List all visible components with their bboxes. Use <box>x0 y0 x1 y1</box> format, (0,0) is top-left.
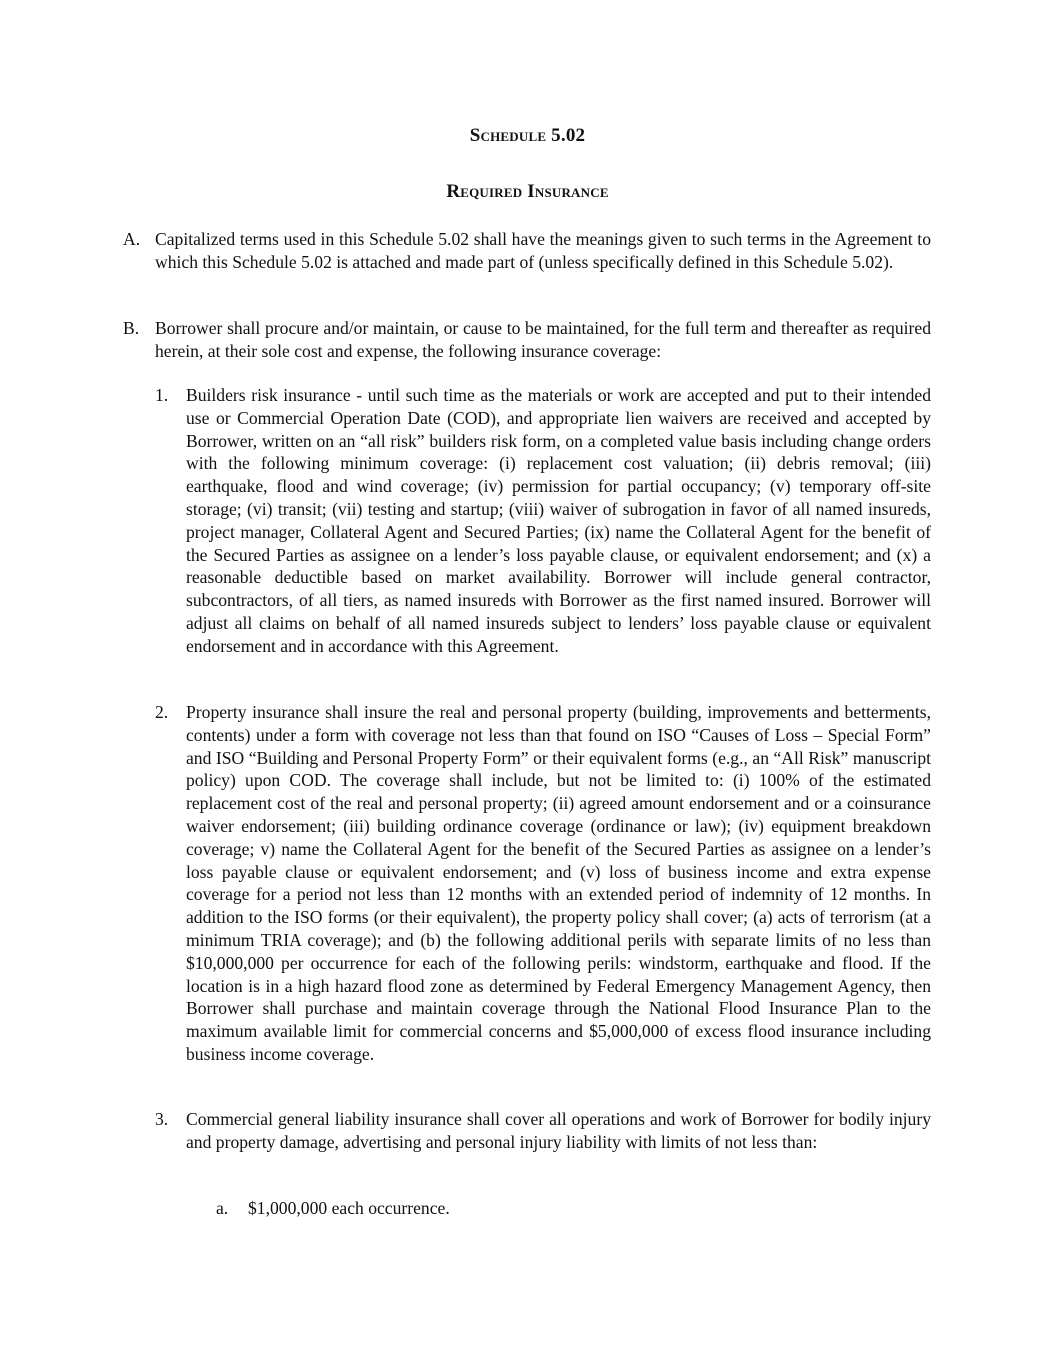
item-2-label: 2. <box>155 702 169 722</box>
section-a-text: Capitalized terms used in this Schedule 5.02 shall have the meanings given to such terms in the Agreement to which this Schedule 5.02 is attached and made part of (unless specifically defined in this Schedule 5.02). <box>155 229 931 272</box>
item-2-property-insurance-text: Property insurance shall insure the real and personal property (building, improvements and betterments, contents) under a form with coverage not less than that found on ISO “Causes of Loss – Special Form” and ISO “Building and Personal Property Form” or their equivalent forms (e.g., an “All Risk” manuscript policy) upon COD. The coverage shall include, but not be limited to: (i) 100% of the estimated replacement cost of the real and personal property; (ii) agreed amount endorsement and or a coinsurance waiver endorsement; (iii) building ordinance coverage (ordinance or law); (iv) equipment breakdown coverage; v) name the Collateral Agent for the benefit of the Secured Parties as assignee on a lender’s loss payable clause or equivalent endorsement; and (v) loss of business income and extra expense coverage for a period not less than 12 months with an extended period of indemnity of 12 months. In addition to the ISO forms (or their equivalent), the property policy shall cover; (a) acts of terrorism (at a minimum TRIA coverage); and (b) the following additional perils with separate limits of no less than $10,000,000 per occurrence for each of the following perils: windstorm, earthquake and flood. If the location is in a high hazard flood zone as determined by Federal Emergency Management Agency, then Borrower shall purchase and maintain coverage through the National Flood Insurance Plan to the maximum available limit for commercial concerns and $5,000,000 of excess flood insurance including business income coverage. <box>186 702 931 1064</box>
subitem-a-text: $1,000,000 each occurrence. <box>248 1198 450 1218</box>
section-b-text: Borrower shall procure and/or maintain, or cause to be maintained, for the full term and thereafter as required herein, at their sole cost and expense, the following insurance coverage: <box>155 318 931 361</box>
item-1-label: 1. <box>155 385 169 405</box>
section-b-label: B. <box>123 318 140 338</box>
subitem-a-label: a. <box>216 1198 229 1218</box>
item-1-builders-risk-text: Builders risk insurance - until such time as the materials or work are accepted and put to their intended use or Commercial Operation Date (COD), and appropriate lien waivers are received and accepted by Borrower, written on an “all risk” builders risk form, on a completed value basis including change orders with the following minimum coverage: (i) replacement cost valuation; (ii) debris removal; (iii) earthquake, flood and wind coverage; (iv) permission for partial occupancy; (v) temporary off-site storage; (vi) transit; (vii) testing and startup; (viii) waiver of subrogation in favor of all named insureds, project manager, Collateral Agent and Secured Parties; (ix) name the Collateral Agent for the benefit of the Secured Parties as assignee on a lender’s loss payable clause, or equivalent endorsement; and (x) a reasonable deductible based on market availability. Borrower will include general contractor, subcontractors, of all tiers, as named insureds with Borrower as the first named insured. Borrower will adjust all claims on behalf of all named insureds subject to lenders’ loss payable clause or equivalent endorsement and in accordance with this Agreement. <box>186 385 931 656</box>
section-a-label: A. <box>123 229 141 249</box>
schedule-heading: Schedule 5.02 <box>469 125 586 146</box>
required-insurance-heading: Required Insurance <box>446 181 609 202</box>
item-3-label: 3. <box>155 1109 169 1129</box>
item-3-general-liability-text: Commercial general liability insurance shall cover all operations and work of Borrower for bodily injury and property damage, advertising and personal injury liability with limits of not less than: <box>186 1109 931 1152</box>
